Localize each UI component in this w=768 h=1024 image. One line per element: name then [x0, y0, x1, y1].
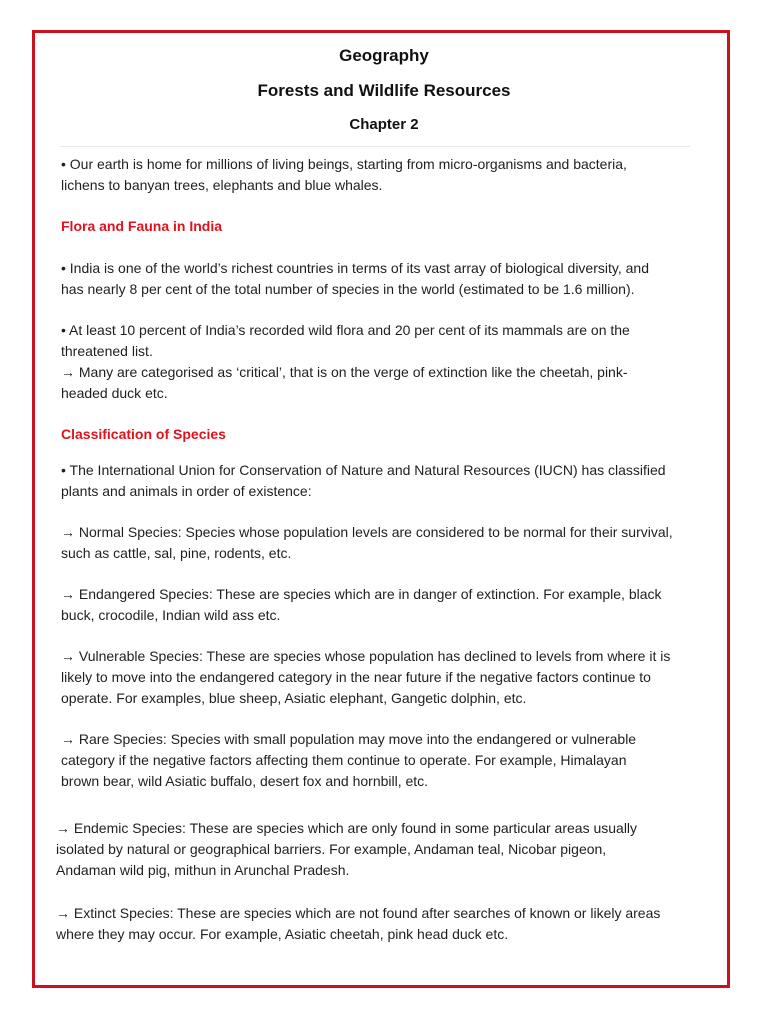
chapter-title: Chapter 2	[349, 116, 419, 133]
rare-species-paragraph	[61, 729, 701, 792]
classification-intro	[61, 460, 701, 502]
text-line: has nearly 8 per cent of the total number of species in the world (estimated to be 1.6 million).	[61, 281, 635, 297]
section-heading-flora-fauna: Flora and Fauna in India	[61, 218, 223, 234]
text-line: • India is one of the world’s richest countries in terms of its vast array of biological diversity, and	[61, 260, 649, 276]
normal-species-paragraph	[61, 522, 701, 564]
text-line: operate. For examples, blue sheep, Asiatic elephant, Gangetic dolphin, etc.	[61, 690, 527, 706]
text-line: • The International Union for Conservation of Nature and Natural Resources (IUCN) has classified	[61, 462, 666, 478]
text-line: plants and animals in order of existence:	[61, 483, 312, 499]
text-line: → Normal Species: Species whose population levels are considered to be normal for their survival,	[61, 524, 673, 540]
text-line: → Endemic Species: These are species which are only found in some particular areas usually	[56, 820, 638, 836]
text-line: Andaman wild pig, mithun in Arunchal Pradesh.	[56, 862, 350, 878]
text-line: • Our earth is home for millions of living beings, starting from micro-organisms and bacteria,	[61, 156, 627, 172]
intro-paragraph	[61, 154, 701, 196]
flora-fauna-paragraph-2	[61, 320, 701, 404]
text-line: threatened list.	[61, 343, 153, 359]
endemic-species-paragraph	[56, 818, 706, 881]
flora-fauna-paragraph-1	[61, 258, 701, 300]
text-line: • At least 10 percent of India’s recorded wild flora and 20 per cent of its mammals are on the	[61, 322, 630, 338]
text-line: headed duck etc.	[61, 385, 168, 401]
text-line: category if the negative factors affecting them continue to operate. For example, Himalayan	[61, 752, 627, 768]
text-line: → Endangered Species: These are species which are in danger of extinction. For example, black	[61, 586, 662, 602]
text-line: buck, crocodile, Indian wild ass etc.	[61, 607, 281, 623]
title-divider	[60, 146, 690, 147]
topic-title: Forests and Wildlife Resources	[257, 81, 511, 100]
endangered-species-paragraph	[61, 584, 701, 626]
text-line: brown bear, wild Asiatic buffalo, desert fox and hornbill, etc.	[61, 773, 429, 789]
text-line: → Extinct Species: These are species which are not found after searches of known or likely areas	[56, 905, 661, 921]
section-heading-classification: Classification of Species	[61, 426, 226, 442]
text-line: → Many are categorised as ‘critical’, that is on the verge of extinction like the cheetah, pink-	[61, 364, 628, 380]
text-line: where they may occur. For example, Asiatic cheetah, pink head duck etc.	[56, 926, 509, 942]
text-line: isolated by natural or geographical barriers. For example, Andaman teal, Nicobar pigeon,	[56, 841, 607, 857]
vulnerable-species-paragraph	[61, 646, 701, 709]
text-line: lichens to banyan trees, elephants and blue whales.	[61, 177, 383, 193]
text-line: likely to move into the endangered category in the near future if the negative factors continue to	[61, 669, 651, 685]
text-line: such as cattle, sal, pine, rodents, etc.	[61, 545, 292, 561]
extinct-species-paragraph	[56, 903, 706, 945]
subject-title: Geography	[339, 46, 429, 65]
text-line: → Vulnerable Species: These are species whose population has declined to levels from where it is	[61, 648, 671, 664]
text-line: → Rare Species: Species with small population may move into the endangered or vulnerable	[61, 731, 637, 747]
